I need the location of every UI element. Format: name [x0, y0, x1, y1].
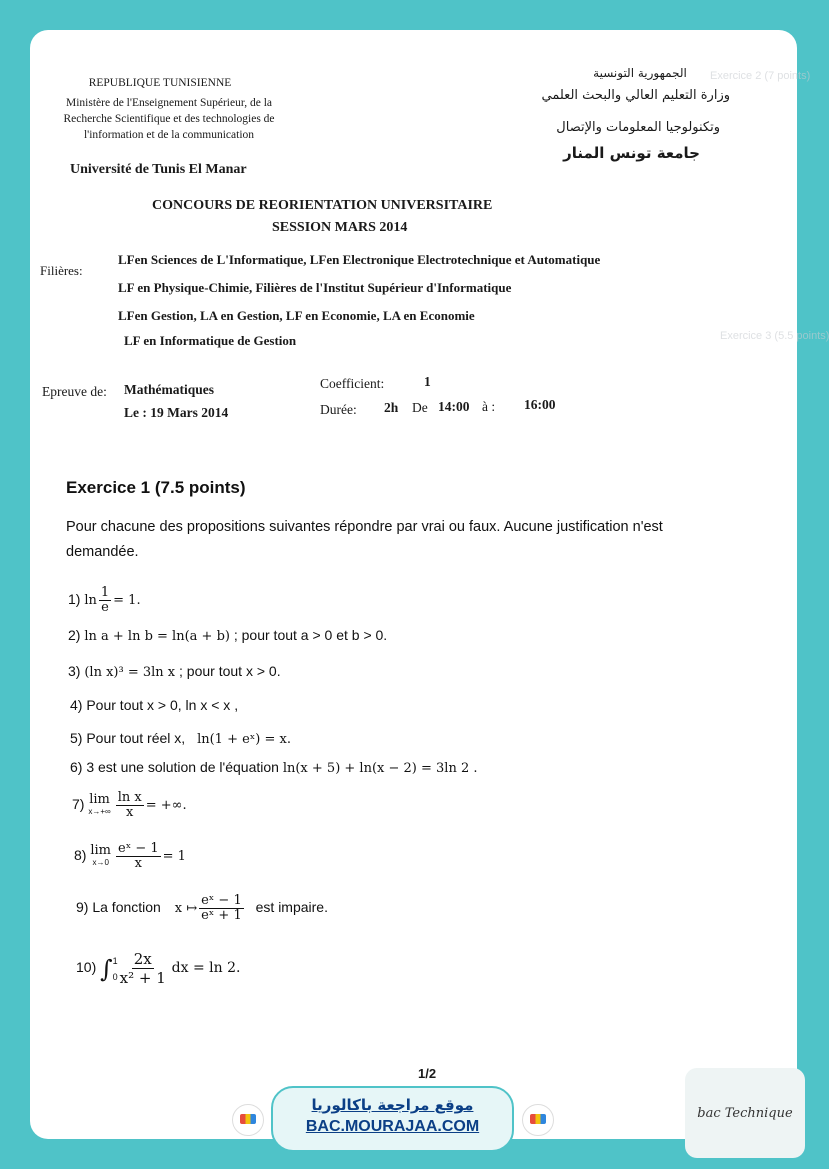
- question-3: [68, 663, 281, 680]
- integral-lower-bound: 0: [112, 971, 118, 982]
- exercise-intro-line-2: demandée.: [66, 544, 139, 560]
- fraction: [199, 894, 244, 923]
- fraction-denominator: eˣ + 1: [201, 908, 242, 923]
- question-text: 5) Pour tout réel x,: [70, 730, 186, 746]
- exercise-title: Exercice 1 (7.5 points): [66, 478, 246, 497]
- integral-bounds: [113, 953, 118, 985]
- page-number: 1/2: [418, 1066, 437, 1081]
- math-ln: ln: [84, 593, 97, 609]
- math-formula: ln(1 + eˣ) = x.: [197, 732, 291, 747]
- filiere-line: LF en Informatique de Gestion: [124, 333, 297, 348]
- math-equals: = 1.: [113, 593, 141, 609]
- limit-subscript: x→0: [92, 857, 109, 867]
- fraction-denominator: x: [126, 805, 134, 820]
- filieres-label: Filières:: [40, 263, 83, 278]
- ministry-ar-line-2: وتكنولوجيا المعلومات والإتصال: [556, 120, 720, 135]
- fraction-numerator: 1: [100, 585, 110, 600]
- exercise-intro-line-1: Pour chacune des propositions suivantes répondre par vrai ou faux. Aucune justification n'est: [66, 519, 663, 535]
- exam-page: [30, 30, 829, 1139]
- fraction-denominator: x² + 1: [119, 969, 166, 987]
- ministry-fr-line-1: Ministère de l'Enseignement Supérieur, de la: [66, 97, 272, 109]
- question-condition: ; pour tout a > 0 et b > 0.: [233, 627, 388, 643]
- a-label: à :: [482, 399, 496, 414]
- question-number: 2): [68, 627, 81, 643]
- filiere-line: LFen Sciences de L'Informatique, LFen Electronique Electrotechnique et Automatique: [118, 252, 601, 267]
- math-formula: ln(x + 5) + ln(x − 2) = 3ln 2 .: [282, 761, 478, 776]
- end-time: 16:00: [524, 397, 556, 412]
- fraction: [99, 586, 111, 615]
- university-ar: جامعة تونس المنار: [563, 144, 700, 162]
- ministry-ar-line-1: وزارة التعليم العالي والبحث العلمي: [541, 88, 730, 103]
- epreuve-value: Mathématiques: [124, 382, 214, 397]
- question-condition: ; pour tout x > 0.: [179, 663, 281, 679]
- limit-operator: lim: [89, 791, 110, 807]
- integral: [100, 953, 118, 985]
- limit-operator: lim: [90, 842, 111, 858]
- question-7: [72, 791, 187, 820]
- coefficient-label: Coefficient:: [320, 376, 385, 391]
- question-number: 8): [74, 847, 87, 864]
- fraction-numerator: ln x: [117, 790, 142, 805]
- math-formula: (ln x)³ = 3ln x: [84, 665, 176, 680]
- math-mapping: x ↦: [174, 901, 198, 917]
- question-6: [70, 759, 477, 776]
- question-8: [74, 842, 186, 871]
- math-result: = 1: [162, 849, 186, 865]
- filiere-line: LFen Gestion, LA en Gestion, LF en Economie, LA en Economie: [118, 308, 475, 323]
- site-url[interactable]: BAC.MOURAJAA.COM: [305, 1118, 480, 1135]
- site-link-button[interactable]: [271, 1086, 514, 1152]
- ministry-fr-line-3: l'information et de la communication: [83, 129, 255, 141]
- site-logo-icon: [232, 1104, 264, 1136]
- exam-date: Le : 19 Mars 2014: [124, 405, 229, 420]
- integral-symbol: ∫: [100, 954, 113, 983]
- fraction-numerator: eˣ − 1: [118, 841, 159, 856]
- question-number: 10): [76, 959, 97, 976]
- math-formula: ln a + ln b = ln(a + b): [84, 629, 230, 644]
- integral-upper-bound: 1: [112, 955, 118, 966]
- question-text: 6) 3 est une solution de l'équation: [70, 759, 279, 775]
- bleed-through-text: Exercice 3 (5.5 points): [720, 330, 829, 342]
- fraction: [116, 791, 144, 820]
- filiere-line: LF en Physique-Chimie, Filières de l'Institut Supérieur d'Informatique: [118, 280, 512, 295]
- limit: [88, 791, 111, 818]
- epreuve-label: Epreuve de:: [42, 384, 107, 399]
- question-1: [68, 586, 141, 615]
- question-4: 4) Pour tout x > 0, ln x < x ,: [70, 697, 239, 713]
- fraction: [120, 950, 166, 987]
- question-5: [70, 730, 291, 747]
- fraction-denominator: x: [134, 856, 142, 871]
- question-text: 9) La fonction: [76, 899, 161, 916]
- bleed-through-text: Exercice 2 (7 points): [710, 70, 811, 82]
- exam-session: SESSION MARS 2014: [272, 220, 408, 235]
- math-result: dx = ln 2.: [171, 960, 241, 977]
- republic-ar: الجمهورية التونسية: [593, 66, 687, 80]
- question-2: [68, 627, 387, 644]
- question-text: est impaire.: [255, 899, 328, 916]
- site-logo-icon: [522, 1104, 554, 1136]
- republic-fr: REPUBLIQUE TUNISIENNE: [88, 77, 232, 89]
- de-label: De: [412, 400, 428, 415]
- exam-title: CONCOURS DE REORIENTATION UNIVERSITAIRE: [152, 198, 493, 213]
- fraction: [116, 842, 161, 871]
- question-10: [76, 950, 240, 987]
- duree-value: 2h: [384, 400, 399, 415]
- site-name-ar[interactable]: موقع مراجعة باكالوريا: [311, 1096, 474, 1114]
- fraction-numerator: eˣ − 1: [201, 893, 242, 908]
- question-number: 3): [68, 663, 81, 679]
- fraction-numerator: 2x: [133, 950, 152, 968]
- limit-subscript: x→+∞: [88, 806, 111, 816]
- fraction-denominator: e: [101, 600, 109, 615]
- question-number: 7): [72, 796, 85, 813]
- coefficient-value: 1: [424, 374, 431, 389]
- question-9: [76, 894, 328, 923]
- question-number: 1): [68, 591, 81, 608]
- start-time: 14:00: [438, 399, 470, 414]
- bac-technique-badge: bac Technique: [685, 1068, 805, 1158]
- duree-label: Durée:: [320, 402, 357, 417]
- limit: [90, 842, 111, 869]
- university-fr: Université de Tunis El Manar: [70, 162, 247, 177]
- ministry-fr-line-2: Recherche Scientifique et des technologies de: [63, 113, 275, 125]
- math-result: = +∞.: [145, 798, 187, 814]
